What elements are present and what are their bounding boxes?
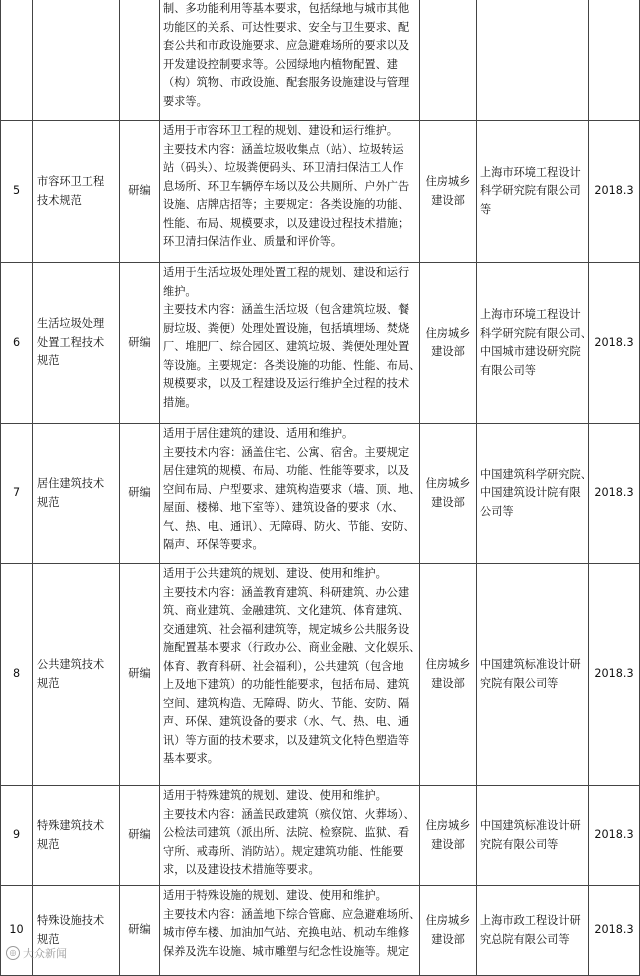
row-number — [1, 0, 33, 121]
managing-department-line: 建设部 — [431, 345, 465, 358]
standard-name — [33, 886, 120, 976]
scope-content-line: 交通建筑、社会福利建筑等，规定城乡公共服务设 — [163, 622, 410, 636]
standard-name-line: 生活垃圾处理 — [37, 317, 105, 331]
standard-name-line: 技术规范 — [37, 193, 82, 207]
managing-department-line: 住房城乡 — [425, 658, 471, 671]
managing-department-line: 建设部 — [431, 193, 465, 207]
scope-content-line: 主要技术内容：涵盖住宅、公寓、宿舍。主要规定 — [163, 445, 410, 459]
work-type: 研编 — [120, 121, 160, 263]
scope-content-line: 气、热、电、通讯）、无障碍、防火、节能、安防、 — [163, 519, 415, 533]
scope-content — [160, 424, 420, 564]
managing-department-line: 建设部 — [431, 676, 465, 690]
work-type: 研编 — [120, 263, 160, 424]
standard-name-line: 处置工程技术 — [37, 335, 105, 349]
scope-content-line: 守所、戒毒所、消防站）。规定建筑功能、性能要 — [163, 844, 404, 858]
standard-name — [33, 424, 120, 564]
scope-content — [160, 263, 420, 424]
scope-content-line: 适用于生活垃圾处理处置工程的规划、建设和运行 — [163, 266, 410, 279]
drafting-organization-line: 科学研究院有限公司、 — [480, 326, 592, 340]
managing-department — [420, 564, 477, 786]
scope-content-line: 功能区的关系、可达性要求、安全与卫生要求、配 — [163, 20, 410, 34]
row-number: 7 — [1, 424, 33, 564]
scope-content-line: 适用于公共建筑的规划、建设、使用和维护。 — [163, 567, 387, 580]
completion-date: 2018.3 — [589, 263, 640, 424]
managing-department — [420, 786, 477, 886]
drafting-organization-line: 究院有限公司等 — [480, 676, 559, 690]
managing-department — [420, 0, 477, 121]
managing-department-line: 住房城乡 — [425, 819, 471, 832]
work-type: 研编 — [120, 786, 160, 886]
drafting-organization-line: 究总院有限公司等 — [480, 932, 570, 946]
managing-department-line: 住房城乡 — [425, 914, 471, 927]
scope-content-line: 筑、商业建筑、金融建筑、文化建筑、体育建筑、 — [163, 604, 410, 617]
scope-content-line: 主要技术内容：涵盖民政建筑（殡仪馆、火葬场）、 — [163, 807, 415, 821]
standard-name-line: 规范 — [37, 354, 60, 368]
table-row — [1, 424, 640, 564]
drafting-organization-line: 有限公司等 — [480, 363, 536, 377]
table-row — [1, 263, 640, 424]
drafting-organization-line: 公司等 — [480, 504, 514, 518]
managing-department — [420, 263, 477, 424]
drafting-organization — [477, 786, 589, 886]
managing-department — [420, 424, 477, 564]
completion-date — [589, 0, 640, 121]
scope-content-line: 性能、布局、规模要求，以及建设过程技术措施； — [163, 216, 410, 230]
scope-content-line: 城市停车楼、加油加气站、充换电站、机动车维修 — [163, 926, 410, 939]
table-row — [1, 121, 640, 263]
scope-content-line: 套公共和市政设施要求、应急避难场所的要求以及 — [163, 39, 410, 52]
completion-date: 2018.3 — [589, 786, 640, 886]
scope-content-line: 空间布局、户型要求、建筑构造要求（墙、顶、地、 — [163, 482, 421, 496]
scope-content-line: 息场所、环卫车辆停车场以及公共厕所、户外广告 — [163, 179, 410, 193]
completion-date: 2018.3 — [589, 121, 640, 263]
managing-department-line: 建设部 — [431, 495, 465, 509]
work-type — [120, 0, 160, 121]
managing-department — [420, 886, 477, 976]
drafting-organization-line: 等 — [480, 202, 492, 216]
scope-content-line: 厂、堆肥厂、综合园区、建筑垃圾、粪便处理处置 — [163, 340, 410, 353]
managing-department-line: 住房城乡 — [425, 175, 471, 188]
work-type: 研编 — [120, 564, 160, 786]
drafting-organization-line: 科学研究院有限公司 — [480, 184, 581, 198]
scope-content-line: 设施、店牌店招等；主要规定：各类设施的功能、 — [163, 198, 410, 211]
drafting-organization-line: 上海市政工程设计研 — [480, 914, 581, 927]
scope-content-line: 主要技术内容：涵盖地下综合管廊、应急避难场所、 — [163, 907, 421, 921]
standard-name — [33, 121, 120, 263]
drafting-organization-line: 究院有限公司等 — [480, 837, 559, 851]
scope-content-line: 屋面、楼梯、地下室等）、建筑设备的要求（水、 — [163, 501, 404, 514]
drafting-organization — [477, 0, 589, 121]
scope-content-line: 开发建设控制要求等。公园绿地内植物配置、建 — [163, 57, 398, 71]
drafting-organization-line: 上海市环境工程设计 — [480, 165, 581, 179]
scope-content — [160, 121, 420, 263]
standard-name-line: 市容环卫工程 — [37, 175, 105, 188]
table-row — [1, 886, 640, 976]
scope-content-line: 讯）等方面的技术要求，以及建筑文化特色塑造等 — [163, 733, 410, 747]
managing-department — [420, 121, 477, 263]
standard-name-line: 特殊设施技术 — [37, 914, 105, 927]
scope-content-line: 施配置基本要求（行政办公、商业金融、文化娱乐、 — [163, 641, 421, 654]
drafting-organization-line: 中国建筑标准设计研 — [480, 658, 581, 671]
drafting-organization — [477, 886, 589, 976]
scope-content — [160, 786, 420, 886]
standard-name — [33, 263, 120, 424]
standard-name-line: 规范 — [37, 676, 60, 690]
work-type: 研编 — [120, 886, 160, 976]
scope-content — [160, 886, 420, 976]
scope-content-line: 规模要求，以及工程建设及运行维护全过程的技术 — [163, 377, 410, 390]
drafting-organization — [477, 263, 592, 424]
scope-content-line: 措施。 — [163, 395, 197, 409]
drafting-organization-line: 中国建筑科学研究院、 — [480, 467, 592, 481]
row-number: 6 — [1, 263, 33, 424]
scope-content-line: 适用于特殊设施的规划、建设、使用和维护。 — [163, 889, 387, 902]
watermark-text: 大众新闻 — [23, 947, 67, 960]
standard-name-line: 特殊建筑技术 — [37, 819, 105, 832]
managing-department-line: 建设部 — [431, 837, 465, 851]
scope-content — [160, 0, 420, 121]
work-type: 研编 — [120, 424, 160, 564]
scope-content-line: 体育、教育科研、社会福利），公共建筑（包含地 — [163, 659, 404, 673]
watermark-logo-icon: ◎ — [6, 946, 20, 960]
row-number: 5 — [1, 121, 33, 263]
scope-content-line: 公检法司建筑（派出所、法院、检察院、监狱、看 — [163, 826, 410, 839]
scope-content-line: 隔声、环保等要求。 — [163, 538, 264, 551]
table-body — [1, 0, 640, 976]
standard-name-line: 规范 — [37, 837, 60, 851]
completion-date: 2018.3 — [589, 564, 640, 786]
completion-date: 2018.3 — [589, 424, 640, 564]
managing-department-line: 住房城乡 — [425, 326, 471, 340]
drafting-organization-line: 中国城市建设研究院 — [480, 345, 581, 358]
drafting-organization-line: 上海市环境工程设计 — [480, 308, 581, 321]
scope-content-line: 环卫清扫保洁作业、质量和评价等。 — [163, 235, 343, 248]
watermark — [6, 945, 67, 961]
drafting-organization-line: 中国建筑设计院有限 — [480, 486, 581, 500]
scope-content-line: 主要技术内容：涵盖垃圾收集点（站）、垃圾转运 — [163, 142, 404, 156]
scope-content-line: 制、多功能利用等基本要求，包括绿地与城市其他 — [163, 2, 410, 15]
managing-department-line: 建设部 — [431, 932, 465, 946]
standard-name-line: 公共建筑技术 — [37, 658, 105, 671]
scope-content-line: 居住建筑的规模、布局、功能、性能等要求，以及 — [163, 464, 410, 477]
scope-content-line: 适用于居住建筑的建设、适用和维护。 — [163, 427, 354, 440]
scope-content-line: 要求等。 — [163, 94, 208, 108]
managing-department-line: 住房城乡 — [425, 477, 471, 490]
scope-content-line: 适用于特殊建筑的规划、建设、使用和维护。 — [163, 789, 387, 802]
standard-name-line: 规范 — [37, 932, 60, 946]
scope-content-line: 基本要求。 — [163, 752, 219, 765]
row-number: 10 — [1, 886, 33, 976]
standard-name — [33, 0, 120, 121]
scope-content-line: 声、环保、建筑设备的要求（水、气、热、电、通 — [163, 715, 410, 728]
row-number: 8 — [1, 564, 33, 786]
scope-content-line: 维护。 — [163, 284, 197, 298]
completion-date: 2018.3 — [589, 886, 640, 976]
drafting-organization — [477, 121, 589, 263]
drafting-organization — [477, 424, 592, 564]
table-row — [1, 564, 640, 786]
scope-content-line: 主要技术内容：涵盖教育建筑、科研建筑、办公建 — [163, 585, 410, 599]
scope-content-line: 站（码头）、垃圾粪便码头、环卫清扫保洁工人作 — [163, 161, 404, 174]
scope-content-line: 厨垃圾、粪便）处理处置设施，包括填埋场、焚烧 — [163, 321, 410, 335]
standard-name-line: 规范 — [37, 495, 60, 509]
scope-content-line: 求，以及建设技术措施等要求。 — [163, 863, 320, 876]
drafting-organization-line: 中国建筑标准设计研 — [480, 819, 581, 832]
table-row — [1, 0, 640, 121]
scope-content-line: 等设施。主要规定：各类设施的功能、性能、布局、 — [163, 358, 421, 372]
standard-name — [33, 786, 120, 886]
scope-content-line: （构）筑物、市政设施、配套服务设施建设与管理 — [163, 76, 410, 89]
scope-content-line: 主要技术内容：涵盖生活垃圾（包含建筑垃圾、餐 — [163, 303, 410, 316]
table-row — [1, 786, 640, 886]
scope-content-line: 保养及洗车设施、城市雕塑与纪念性设施等。规定 — [163, 944, 410, 958]
scope-content-line: 适用于市容环卫工程的规划、建设和运行维护。 — [163, 124, 398, 137]
row-number: 9 — [1, 786, 33, 886]
scope-content-line: 上及地下建筑）的功能性能要求，包括布局、建筑 — [163, 678, 410, 691]
scope-content — [160, 564, 420, 786]
scope-content-line: 空间、建筑构造、无障碍、防火、节能、安防、隔 — [163, 696, 410, 710]
standard-name-line: 居住建筑技术 — [37, 477, 105, 490]
drafting-organization — [477, 564, 589, 786]
standard-name — [33, 564, 120, 786]
